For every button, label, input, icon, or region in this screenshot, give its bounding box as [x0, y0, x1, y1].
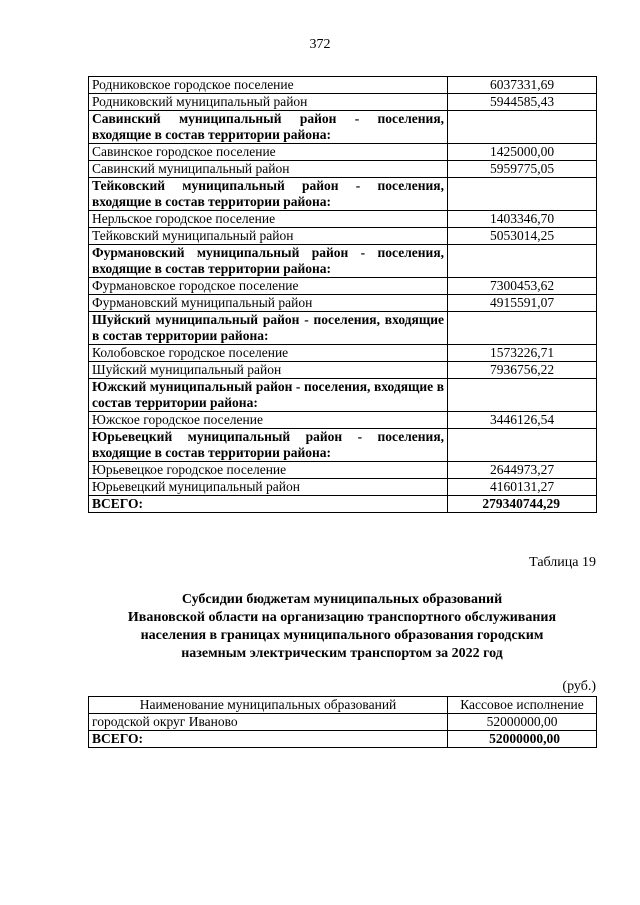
row-value: 7936756,22: [448, 362, 597, 379]
table-row: [89, 161, 597, 178]
row-value: 1425000,00: [448, 144, 597, 161]
row-value: 5959775,05: [448, 161, 597, 178]
row-name: Савинский муниципальный район: [89, 161, 448, 178]
row-name: Родниковский муниципальный район: [89, 94, 448, 111]
row-value: 279340744,29: [448, 496, 597, 513]
row-name: Фурмановское городское поселение: [89, 278, 448, 295]
row-name: Тейковский муниципальный район - поселения, входящие в состав территории района:: [89, 178, 448, 211]
row-value: 52000000,00: [448, 714, 597, 731]
row-name: Южский муниципальный район - поселения, входящие в состав территории района:: [89, 379, 448, 412]
row-value: 1573226,71: [448, 345, 597, 362]
row-name: Савинское городское поселение: [89, 144, 448, 161]
row-name: Нерльское городское поселение: [89, 211, 448, 228]
header-value: Кассовое исполнение: [448, 697, 597, 714]
row-name: Юрьевецкое городское поселение: [89, 462, 448, 479]
row-value: 4160131,27: [448, 479, 597, 496]
table-row: [89, 714, 597, 731]
table-row: [89, 144, 597, 161]
section-title-line: Ивановской области на организацию транспортного обслуживания: [127, 610, 557, 625]
row-value: 5053014,25: [448, 228, 597, 245]
row-value: [448, 178, 597, 211]
row-value: 7300453,62: [448, 278, 597, 295]
row-name: Родниковское городское поселение: [89, 77, 448, 94]
row-name: Фурмановский муниципальный район - поселения, входящие в состав территории района:: [89, 245, 448, 278]
section-title-line: Субсидии бюджетам муниципальных образований: [181, 592, 503, 607]
subsidy-table: [88, 696, 597, 748]
page-number: 372: [309, 37, 331, 52]
row-name: Юрьевецкий муниципальный район - поселения, входящие в состав территории района:: [89, 429, 448, 462]
row-name: Савинский муниципальный район - поселения, входящие в состав территории района:: [89, 111, 448, 144]
row-value: 6037331,69: [448, 77, 597, 94]
table-row: [89, 362, 597, 379]
row-value: [448, 379, 597, 412]
row-value: 2644973,27: [448, 462, 597, 479]
table-row: [89, 278, 597, 295]
row-value: [448, 111, 597, 144]
table-row: [89, 345, 597, 362]
table-row: [89, 295, 597, 312]
section-title-line: наземным электрическим транспортом за 2022 год: [181, 646, 503, 661]
row-value: [448, 312, 597, 345]
row-name: городской округ Иваново: [89, 714, 448, 731]
row-name: Южское городское поселение: [89, 412, 448, 429]
table-row: [89, 479, 597, 496]
row-value: 5944585,43: [448, 94, 597, 111]
table-row: [89, 94, 597, 111]
row-value: 4915591,07: [448, 295, 597, 312]
row-name: ВСЕГО:: [89, 496, 448, 513]
region-header-row: [89, 178, 597, 211]
region-header-row: [89, 379, 597, 412]
table-label: Таблица 19: [529, 555, 596, 570]
region-header-row: [89, 429, 597, 462]
section-title-line: населения в границах муниципального образования городским: [140, 628, 544, 643]
row-value: 1403346,70: [448, 211, 597, 228]
units-label: (руб.): [562, 679, 596, 694]
row-value: 52000000,00: [448, 731, 597, 748]
row-name: ВСЕГО:: [89, 731, 448, 748]
row-value: [448, 429, 597, 462]
table-header-row: [89, 697, 597, 714]
row-name: Шуйский муниципальный район: [89, 362, 448, 379]
region-header-row: [89, 111, 597, 144]
section-title: [88, 591, 596, 663]
table-row: [89, 412, 597, 429]
row-value: [448, 245, 597, 278]
total-row: [89, 496, 597, 513]
table-row: [89, 462, 597, 479]
main-table: [88, 76, 597, 513]
table-row: [89, 228, 597, 245]
row-value: 3446126,54: [448, 412, 597, 429]
region-header-row: [89, 312, 597, 345]
region-header-row: [89, 245, 597, 278]
row-name: Колобовское городское поселение: [89, 345, 448, 362]
header-name: Наименование муниципальных образований: [89, 697, 448, 714]
row-name: Фурмановский муниципальный район: [89, 295, 448, 312]
row-name: Юрьевецкий муниципальный район: [89, 479, 448, 496]
row-name: Шуйский муниципальный район - поселения, входящие в состав территории района:: [89, 312, 448, 345]
table-row: [89, 77, 597, 94]
total-row: [89, 731, 597, 748]
row-name: Тейковский муниципальный район: [89, 228, 448, 245]
table-row: [89, 211, 597, 228]
